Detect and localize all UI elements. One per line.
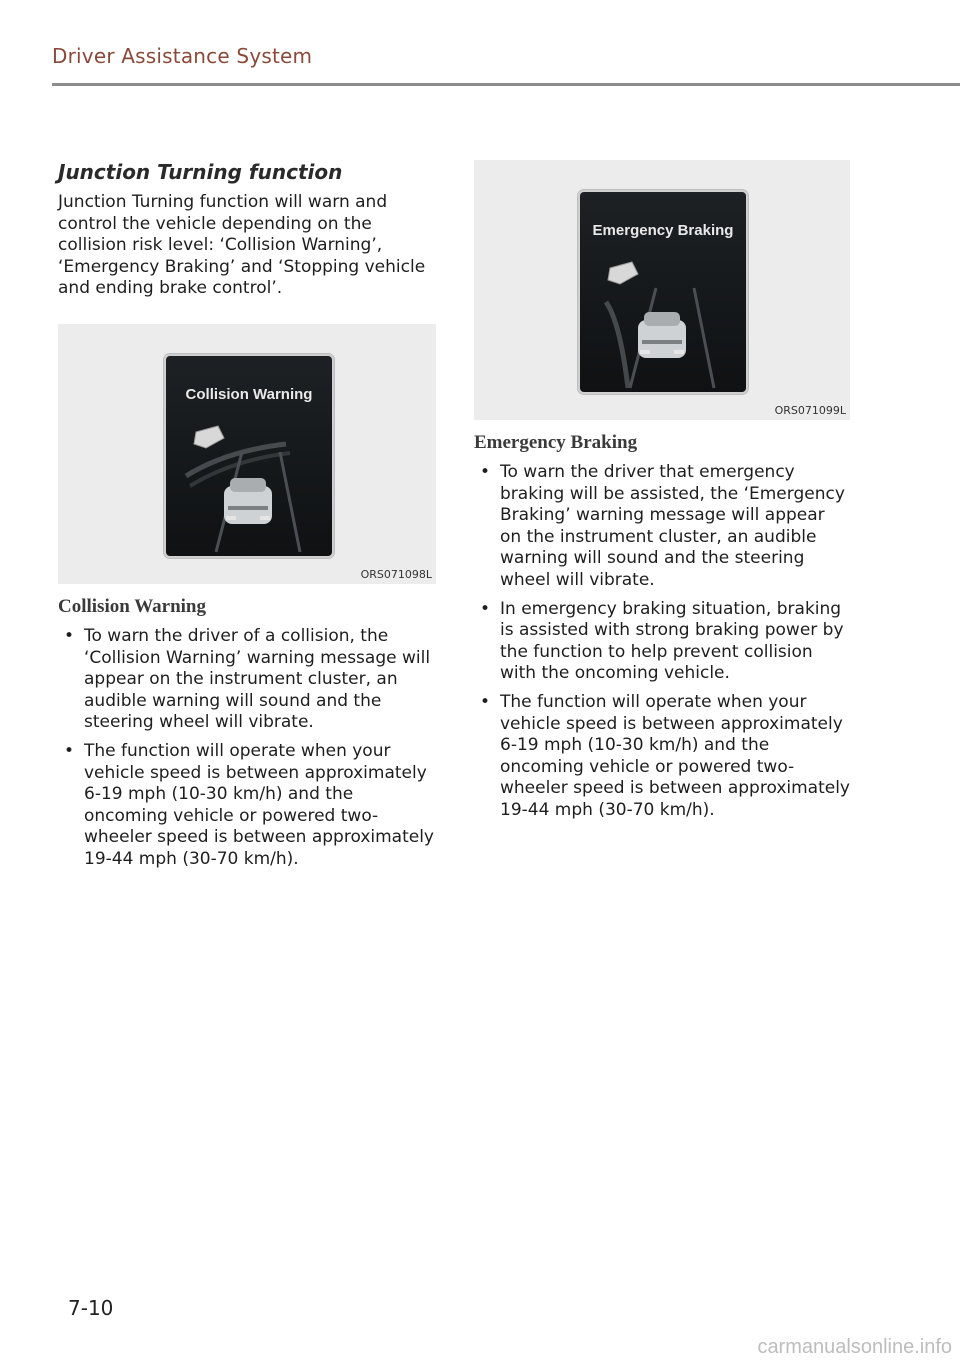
- figure-code: ORS071099L: [774, 404, 846, 417]
- intro-paragraph: Junction Turning function will warn and control the vehicle depending on the collision risk level: ‘Collision Warning’, ‘Emergency Braking’ and ‘Stopping vehicle and ending brake control’.: [58, 192, 426, 299]
- collision-warning-list: [58, 626, 436, 871]
- bullet-icon: •: [64, 625, 75, 646]
- ego-vehicle-icon: [224, 478, 272, 524]
- list-item: • The function will operate when your vehicle speed is between approximately 6-19 mph (10-30 km/h) and the oncoming vehicle or powered two-wheeler speed is between approximately 19-44 mph (30-70 km/h).: [64, 740, 434, 869]
- subheading-collision-warning: Collision Warning: [58, 595, 207, 617]
- list-item: • To warn the driver that emergency braking will be assisted, the ‘Emergency Braking’ warning message will appear on the instrument cluster, an audible warning will sound and the steering wheel will vibrate.: [480, 462, 845, 590]
- cluster-message: Emergency Braking: [592, 222, 734, 239]
- subheading-emergency-braking: Emergency Braking: [474, 432, 638, 453]
- right-column: [474, 160, 850, 829]
- emergency-braking-list: [474, 462, 850, 822]
- collision-warning-figure: [58, 324, 436, 584]
- cluster-message: Collision Warning: [185, 385, 313, 403]
- header-rule: [52, 83, 960, 86]
- bullet-icon: •: [480, 691, 491, 712]
- oncoming-vehicle-icon: [608, 262, 638, 284]
- section-title: Junction Turning function: [58, 160, 343, 184]
- page-number: 7-10: [68, 1296, 114, 1320]
- list-item: • To warn the driver of a collision, the ‘Collision Warning’ warning message will appear on the instrument cluster, an audible warning will sound and the steering wheel will vibrate.: [64, 625, 431, 733]
- vehicle-scene-illustration: [166, 356, 332, 556]
- left-column: [58, 160, 436, 878]
- ego-vehicle-icon: [638, 312, 686, 358]
- figure-code: ORS071098L: [360, 567, 432, 581]
- list-item: • The function will operate when your vehicle speed is between approximately 6-19 mph (10-30 km/h) and the oncoming vehicle or powered two-wheeler speed is between approximately 19-44 mph (30-70 km/h).: [480, 691, 850, 820]
- cluster-display: [164, 354, 334, 558]
- emergency-braking-figure: [474, 160, 850, 420]
- oncoming-vehicle-icon: [194, 426, 224, 448]
- bullet-icon: •: [480, 598, 491, 619]
- running-header-title: Driver Assistance System: [52, 44, 313, 68]
- watermark: carmanualsonline.info: [757, 1336, 952, 1358]
- list-item: • In emergency braking situation, braking is assisted with strong braking power by the function to help prevent collision with the oncoming vehicle.: [480, 598, 844, 684]
- bullet-icon: •: [64, 740, 75, 761]
- vehicle-scene-illustration: [580, 192, 746, 392]
- cluster-display: [578, 190, 748, 394]
- bullet-icon: •: [480, 462, 491, 482]
